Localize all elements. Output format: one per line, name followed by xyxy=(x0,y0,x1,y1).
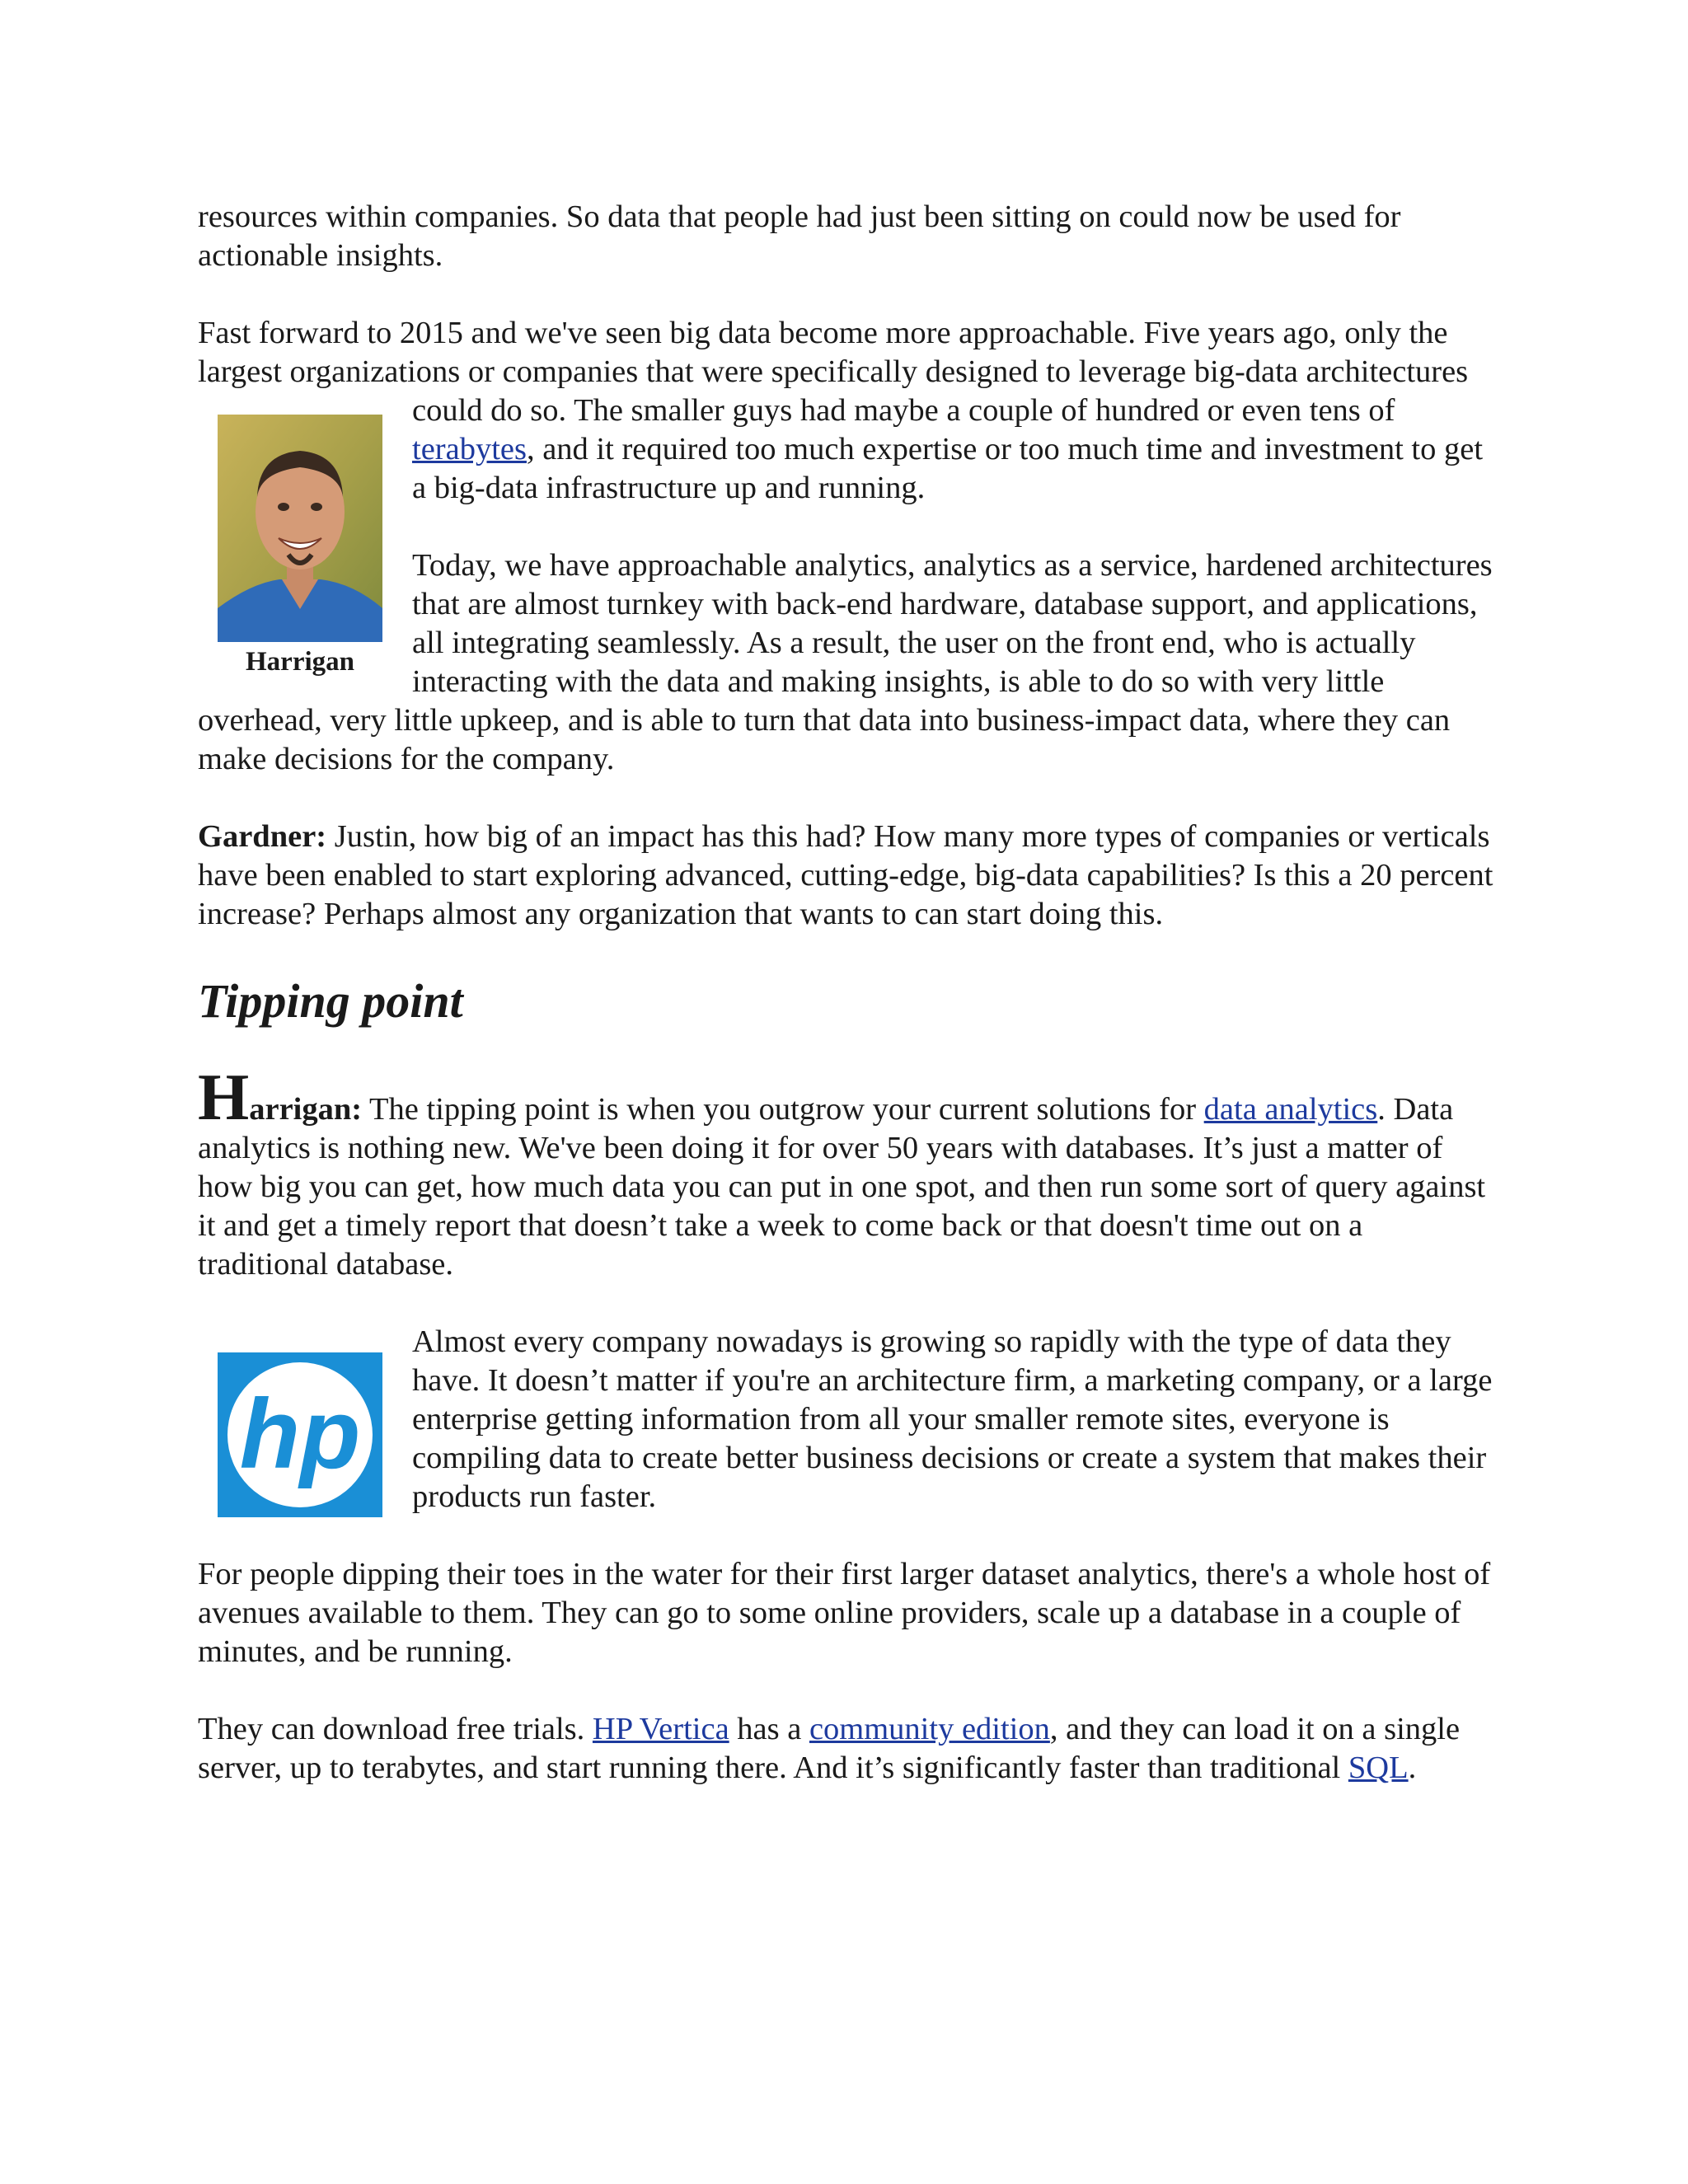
paragraph-8 xyxy=(198,1710,1500,1788)
hp-logo-figure xyxy=(199,1352,401,1517)
paragraph-3: Today, we have approachable analytics, analytics as a service, hardened architectures that are almost turnkey with back-end hardware, database support, and applications, all integrating seamlessly. As a result, the user on the front end, who is actually interacting with the data and making insights, is able to do so with very little overhead, very little upkeep, and is able to turn that data into business-impact data, where they can make decisions for the company. xyxy=(198,548,1493,776)
section-heading: Tipping point xyxy=(198,974,463,1028)
speaker-harrigan: arrigan: xyxy=(249,1092,363,1127)
paragraph-5-text-a: The tipping point is when you outgrow your current solutions for xyxy=(362,1092,1204,1127)
harrigan-caption: Harrigan xyxy=(246,647,354,677)
paragraph-8-text-d: . xyxy=(1408,1750,1417,1785)
paragraph-2-text-a: Fast forward to 2015 and we've seen big data become more approachable. Five years ago, only the largest organizations or companies that were specifically designed to leverage big-data architectures could do so. The smaller guys had maybe a couple of hundred or even tens of xyxy=(198,316,1469,428)
article-body xyxy=(198,198,1500,1826)
paragraph-4-text: Justin, how big of an impact has this had? How many more types of companies or verticals have been enabled to start exploring advanced, cutting-edge, big-data capabilities? Is this a 20 percent increase? Perhaps almost any organization that wants to can start doing this. xyxy=(198,819,1493,931)
paragraph-6 xyxy=(198,1323,1500,1516)
paragraph-7: For people dipping their toes in the water for their first larger dataset analytics, there's a whole host of avenues available to them. They can go to some online providers, scale up a database in a couple of minutes, and be running. xyxy=(198,1557,1491,1669)
hp-vertica-link[interactable]: HP Vertica xyxy=(592,1712,729,1746)
speaker-gardner: Gardner: xyxy=(198,819,327,854)
paragraph-4 xyxy=(198,818,1500,934)
paragraph-5-text-b: . Data analytics is nothing new. We've been doing it for over 50 years with databases. It’s just a matter of how big you can get, how much data you can put in one spot, and then run some sort of query against it and get a timely report that doesn’t take a week to come back or that doesn't time out on a traditional database. xyxy=(198,1092,1486,1282)
hp-logo-text: hp xyxy=(239,1379,361,1489)
paragraph-8-text-c: , and they can load it on a single server, up to terabytes, and start running there. And it’s significantly faster than traditional xyxy=(198,1712,1461,1785)
paragraph-2-text-b: , and it required too much expertise or too much time and investment to get a big-data infrastructure up and running. xyxy=(412,432,1484,505)
community-edition-link[interactable]: community edition xyxy=(809,1712,1050,1746)
hp-logo-icon xyxy=(218,1352,382,1517)
harrigan-photo xyxy=(218,415,382,642)
paragraph-8-text-a: They can download free trials. xyxy=(198,1712,593,1746)
harrigan-figure xyxy=(199,415,401,678)
paragraph-6-text: Almost every company nowadays is growing so rapidly with the type of data they have. It doesn’t matter if you're an architecture firm, a marketing company, or a large enterprise getting information from all your smaller remote sites, everyone is compiling data to create better business decisions or create a system that makes their products run faster. xyxy=(412,1324,1493,1514)
data-analytics-link[interactable]: data analytics xyxy=(1203,1092,1378,1127)
drop-cap: H xyxy=(198,1062,250,1134)
paragraph-5 xyxy=(198,1062,1500,1284)
terabytes-link[interactable]: terabytes xyxy=(412,432,527,466)
sql-link[interactable]: SQL xyxy=(1348,1750,1409,1785)
paragraph-1: resources within companies. So data that people had just been sitting on could now be used for actionable insights. xyxy=(198,199,1401,273)
paragraph-8-text-b: has a xyxy=(729,1712,809,1746)
